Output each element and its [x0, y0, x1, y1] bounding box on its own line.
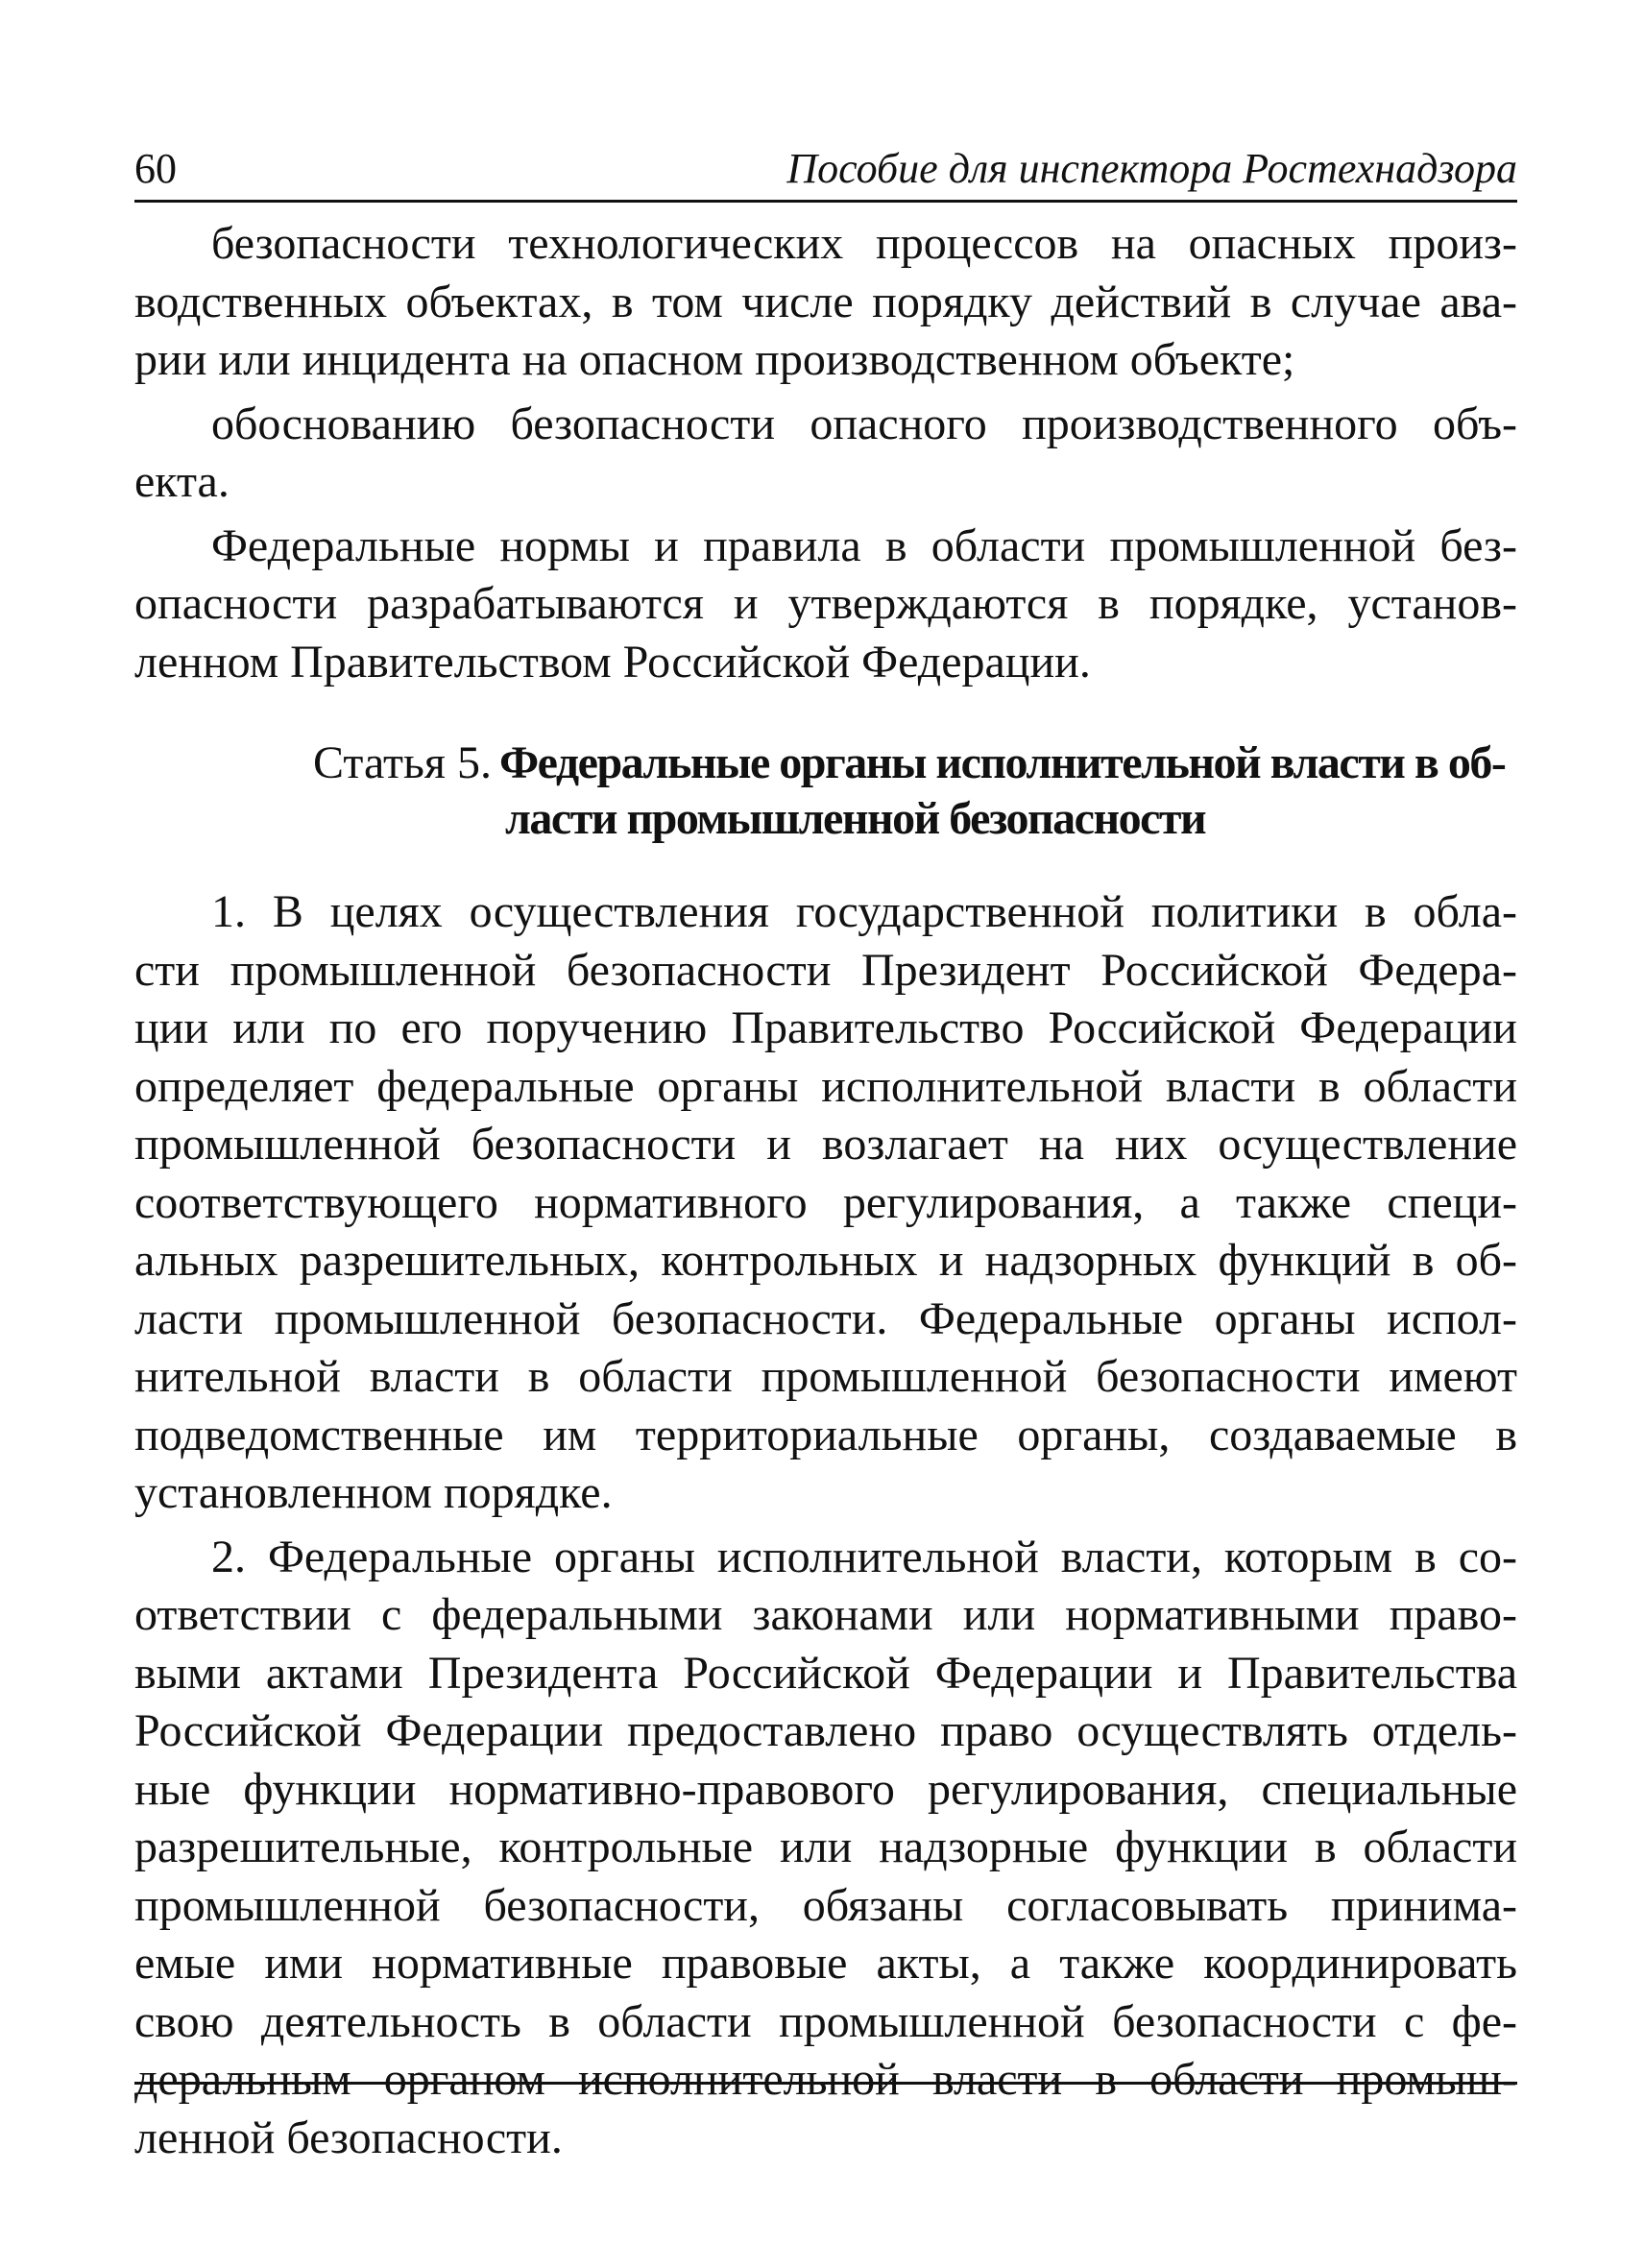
article-heading-line: [313, 791, 1517, 847]
page-number: 60: [134, 145, 177, 192]
text-line: рии или инцидента на опасном производственном объекте;: [134, 334, 1295, 385]
text-line: ответствии с федеральными законами или нормативными право-: [134, 1589, 1517, 1640]
article-heading: [134, 736, 1517, 847]
text-line: Российской Федерации предоставлено право осуществлять отдель-: [134, 1705, 1517, 1756]
text-line: свою деятельность в области промышленной безопасности с фе-: [134, 1995, 1517, 2047]
text-line: безопасности технологических процессов на опасных произ-: [211, 218, 1517, 269]
text-line: определяет федеральные органы исполнительной власти в области: [134, 1060, 1517, 1112]
book-title: Пособие для инспектора Ростехнадзора: [786, 145, 1517, 192]
paragraph-safety-justification: [134, 396, 1517, 512]
text-line: опасности разрабатываются и утверждаются в порядке, установ-: [134, 578, 1517, 629]
paragraph-safety-processes: [134, 215, 1517, 390]
text-line: Федеральные нормы и правила в области промышленной без-: [211, 519, 1517, 571]
text-line: ленном Правительством Российской Федерации.: [134, 636, 1091, 688]
text-line: 2. Федеральные органы исполнительной власти, которым в со-: [211, 1531, 1517, 1582]
text-line: екта.: [134, 456, 230, 507]
text-line: нительной власти в области промышленной безопасности имеют: [134, 1351, 1517, 1402]
text-line: емые ими нормативные правовые акты, а также координировать: [134, 1938, 1517, 1989]
text-line: ласти промышленной безопасности. Федеральные органы испол-: [134, 1292, 1517, 1344]
text-line: подведомственные им территориальные органы, создаваемые в: [134, 1409, 1517, 1460]
running-header: [134, 142, 1517, 203]
text-line: деральным органом исполнительной власти в области промыш-: [134, 2054, 1517, 2105]
article-title-part2: ласти промышленной безопасности: [505, 793, 1206, 844]
footer-rule: [134, 2082, 1517, 2085]
article-heading-line: [313, 736, 1517, 791]
article-label: Статья 5.: [313, 737, 492, 788]
article-item-2: [134, 1529, 1517, 2168]
text-line: выми актами Президента Российской Федерации и Правительства: [134, 1647, 1517, 1699]
text-line: альных разрешительных, контрольных и надзорных функций в об-: [134, 1235, 1517, 1286]
paragraph-federal-norms: [134, 518, 1517, 692]
text-line: промышленной безопасности и возлагает на них осуществление: [134, 1119, 1517, 1170]
text-line: сти промышленной безопасности Президент Российской Федера-: [134, 944, 1517, 996]
text-line: ные функции нормативно-правового регулирования, специальные: [134, 1763, 1517, 1815]
article-title-part1: Федеральные органы исполнительной власти в об-: [498, 737, 1506, 788]
text-line: водственных объектах, в том числе порядку действий в случае ава-: [134, 276, 1517, 327]
article-item-1: [134, 883, 1517, 1523]
text-line: ленной безопасности.: [134, 2111, 563, 2163]
text-line: 1. В целях осуществления государственной политики в обла-: [211, 886, 1517, 937]
text-line: разрешительные, контрольные или надзорные функции в области: [134, 1822, 1517, 1872]
text-line: ции или по его поручению Правительство Российской Федерации: [134, 1002, 1517, 1053]
text-line: установленном порядке.: [134, 1467, 613, 1518]
body-text: [134, 215, 1517, 2173]
text-line: промышленной безопасности, обязаны согласовывать принима-: [134, 1879, 1517, 1931]
text-line: обоснованию безопасности опасного производственного объ-: [211, 398, 1517, 449]
text-line: соответствующего нормативного регулирования, а также специ-: [134, 1176, 1517, 1228]
